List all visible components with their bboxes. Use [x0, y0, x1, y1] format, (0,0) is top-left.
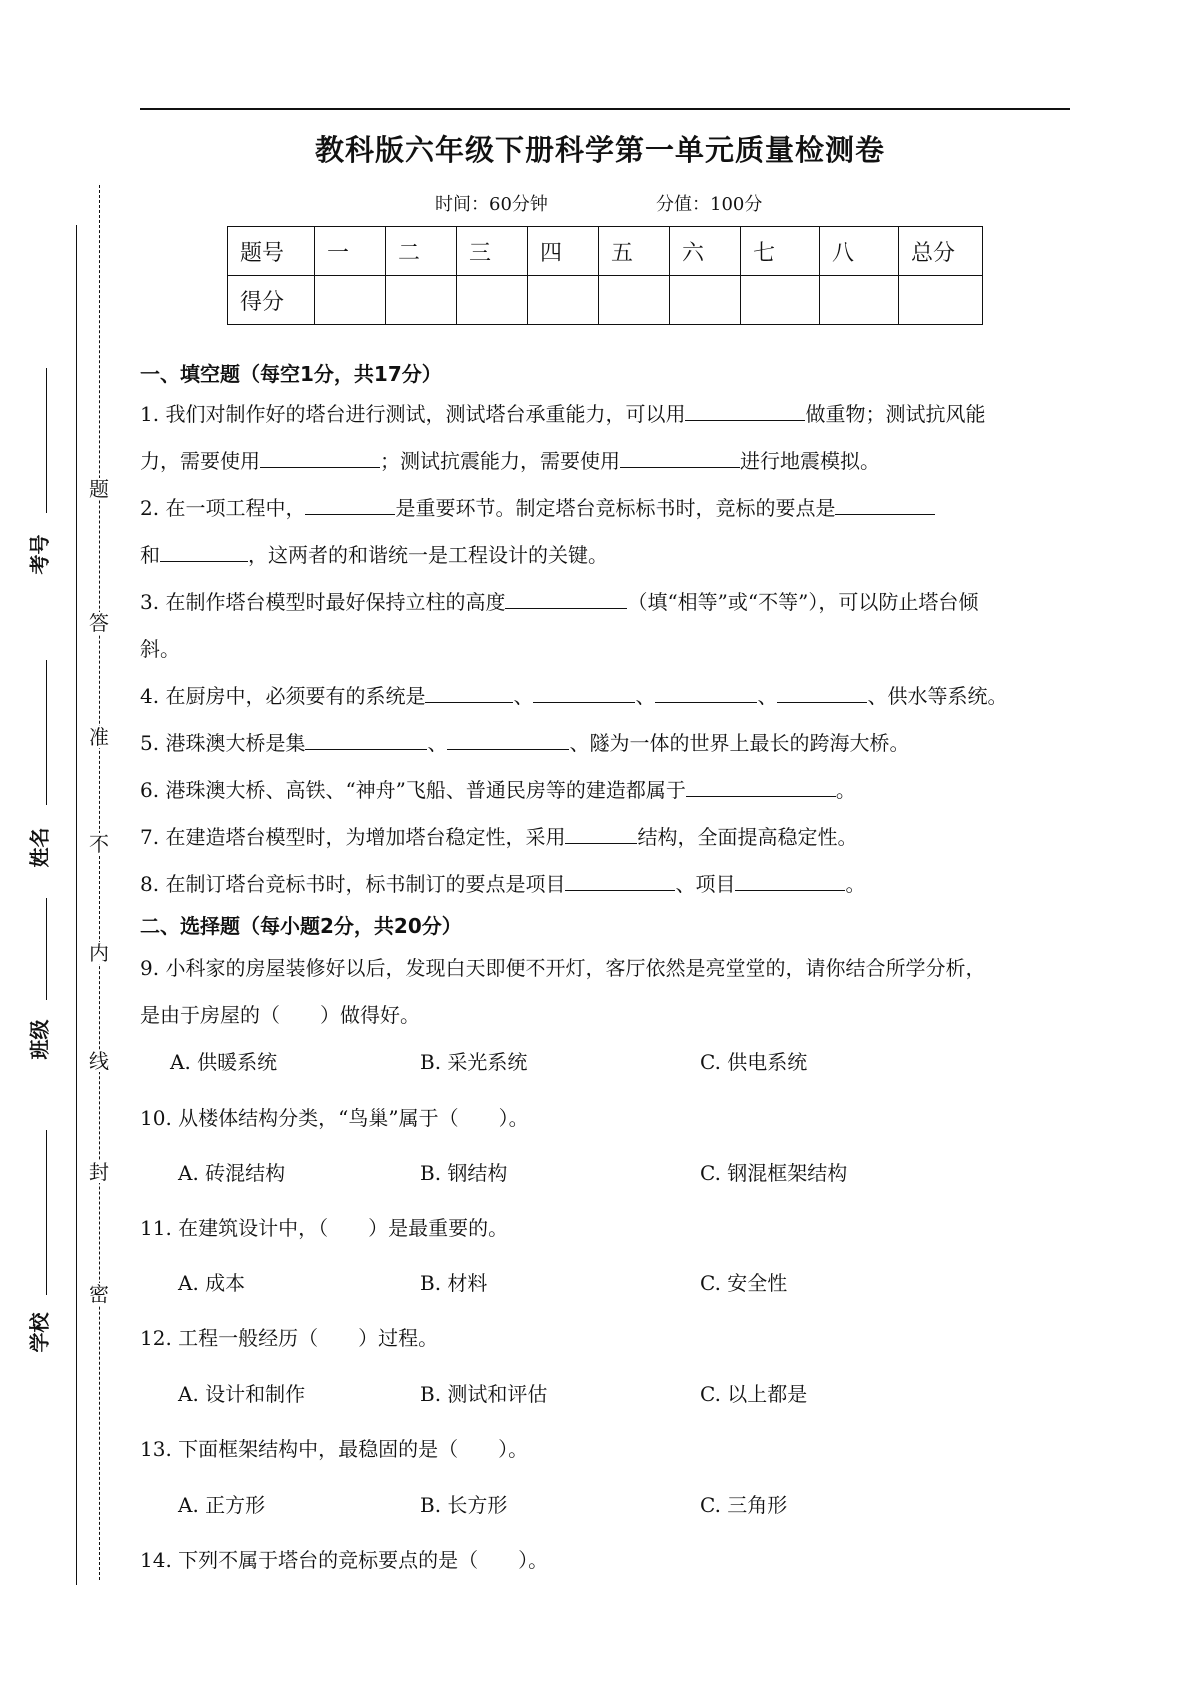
answer-blank[interactable] — [260, 447, 380, 468]
fold-char: 答 — [89, 611, 109, 635]
option-b[interactable]: B. 材料 — [420, 1271, 488, 1295]
fold-char: 准 — [89, 725, 109, 749]
answer-blank[interactable] — [686, 776, 836, 797]
score-table-cell: 一 — [315, 227, 386, 276]
question-line: 7. 在建造塔台模型时，为增加塔台稳定性，采用 结构，全面提高稳定性。 — [140, 825, 858, 849]
option-b[interactable]: B. 测试和评估 — [420, 1382, 548, 1406]
answer-blank[interactable] — [160, 541, 248, 562]
answer-blank[interactable] — [685, 400, 805, 421]
score-cell[interactable] — [899, 276, 983, 325]
section-heading: 二、选择题（每小题2分，共20分） — [140, 914, 462, 938]
option-b[interactable]: B. 长方形 — [420, 1493, 508, 1517]
score-info: 分值：100分 — [656, 194, 763, 215]
answer-blank[interactable] — [505, 588, 627, 609]
score-cell[interactable] — [599, 276, 670, 325]
top-rule — [140, 108, 1070, 110]
question-stem: 11. 在建筑设计中，（ ）是最重要的。 — [140, 1216, 509, 1240]
answer-blank[interactable] — [655, 682, 757, 703]
score-table-cell: 四 — [528, 227, 599, 276]
school-label: 学校 — [27, 1312, 52, 1353]
answer-blank[interactable] — [425, 682, 513, 703]
score-table-cell: 得分 — [228, 276, 315, 325]
name-line[interactable] — [46, 660, 47, 805]
option-a[interactable]: A. 正方形 — [178, 1493, 266, 1517]
score-cell[interactable] — [820, 276, 899, 325]
score-table-cell: 六 — [670, 227, 741, 276]
score-table-cell: 八 — [820, 227, 899, 276]
fold-char: 内 — [89, 941, 109, 965]
answer-blank[interactable] — [447, 729, 569, 750]
question-line: 6. 港珠澳大桥、高铁、“神舟”飞船、普通民房等的建造都属于 。 — [140, 778, 856, 802]
margin-solid-line — [76, 225, 77, 1585]
score-table-cell: 三 — [457, 227, 528, 276]
name-label: 姓名 — [27, 827, 52, 868]
score-table-score-row — [228, 276, 983, 325]
question-line: 8. 在制订塔台竞标书时，标书制订的要点是项目 、项目 。 — [140, 872, 866, 896]
answer-blank[interactable] — [835, 494, 935, 515]
option-a[interactable]: A. 设计和制作 — [178, 1382, 306, 1406]
score-table-cell: 五 — [599, 227, 670, 276]
section-heading: 一、填空题（每空1分，共17分） — [140, 362, 442, 386]
score-cell[interactable] — [315, 276, 386, 325]
score-cell[interactable] — [386, 276, 457, 325]
score-table-cell: 二 — [386, 227, 457, 276]
question-line: 力，需要使用 ；测试抗震能力，需要使用 进行地震模拟。 — [140, 449, 880, 473]
school-line[interactable] — [46, 1130, 47, 1295]
answer-blank[interactable] — [565, 823, 637, 844]
margin-dashed-fold-line — [99, 185, 100, 1580]
fold-char: 题 — [89, 477, 109, 501]
option-c[interactable]: C. 三角形 — [700, 1493, 788, 1517]
question-line: 1. 我们对制作好的塔台进行测试，测试塔台承重能力，可以用 做重物；测试抗风能 — [140, 402, 986, 426]
option-b[interactable]: B. 采光系统 — [420, 1050, 528, 1074]
question-line: 和 ，这两者的和谐统一是工程设计的关键。 — [140, 543, 608, 567]
option-c[interactable]: C. 安全性 — [700, 1271, 788, 1295]
score-table — [227, 226, 983, 325]
score-table-cell: 七 — [741, 227, 820, 276]
answer-blank[interactable] — [565, 870, 675, 891]
page-title: 教科版六年级下册科学第一单元质量检测卷 — [314, 133, 885, 167]
class-label: 班级 — [27, 1019, 52, 1060]
score-cell[interactable] — [457, 276, 528, 325]
question-stem: 13. 下面框架结构中，最稳固的是（ ）。 — [140, 1437, 529, 1461]
question-line: 5. 港珠澳大桥是集 、 、隧为一体的世界上最长的跨海大桥。 — [140, 731, 910, 755]
option-a[interactable]: A. 供暖系统 — [170, 1050, 278, 1074]
score-cell[interactable] — [741, 276, 820, 325]
fold-char: 不 — [89, 832, 109, 856]
exam-number-label: 考号 — [27, 534, 52, 575]
question-stem: 9. 小科家的房屋装修好以后，发现白天即便不开灯，客厅依然是亮堂堂的，请你结合所学分析， — [140, 956, 986, 980]
fold-char: 线 — [89, 1049, 109, 1073]
score-table-header-row — [228, 227, 983, 276]
score-table-cell: 总分 — [899, 227, 983, 276]
answer-blank[interactable] — [533, 682, 635, 703]
question-line: 2. 在一项工程中， 是重要环节。制定塔台竞标标书时，竞标的要点是 — [140, 492, 935, 521]
question-stem: 是由于房屋的（ ）做得好。 — [140, 1003, 420, 1027]
answer-blank[interactable] — [777, 682, 867, 703]
answer-blank[interactable] — [735, 870, 845, 891]
question-stem: 14. 下列不属于塔台的竞标要点的是（ ）。 — [140, 1548, 549, 1572]
question-stem: 10. 从楼体结构分类，“鸟巢”属于（ ）。 — [140, 1106, 529, 1130]
score-table-cell: 题号 — [228, 227, 315, 276]
question-line: 斜。 — [140, 637, 180, 661]
class-line[interactable] — [46, 898, 47, 1000]
option-c[interactable]: C. 以上都是 — [700, 1382, 808, 1406]
time-info: 时间：60分钟 — [435, 194, 548, 215]
question-line: 4. 在厨房中，必须要有的系统是 、 、 、 、供水等系统。 — [140, 684, 1008, 708]
option-b[interactable]: B. 钢结构 — [420, 1161, 508, 1185]
option-c[interactable]: C. 钢混框架结构 — [700, 1161, 848, 1185]
answer-blank[interactable] — [620, 447, 740, 468]
score-cell[interactable] — [528, 276, 599, 325]
option-a[interactable]: A. 砖混结构 — [178, 1161, 286, 1185]
answer-blank[interactable] — [305, 729, 427, 750]
option-a[interactable]: A. 成本 — [178, 1271, 246, 1295]
fold-char: 封 — [89, 1160, 109, 1184]
fold-char: 密 — [89, 1282, 109, 1306]
score-cell[interactable] — [670, 276, 741, 325]
question-line: 3. 在制作塔台模型时最好保持立柱的高度 （填“相等”或“不等”），可以防止塔台倾 — [140, 590, 979, 614]
answer-blank[interactable] — [305, 494, 395, 515]
exam-number-line[interactable] — [46, 368, 47, 513]
question-stem: 12. 工程一般经历（ ）过程。 — [140, 1326, 439, 1350]
option-c[interactable]: C. 供电系统 — [700, 1050, 808, 1074]
